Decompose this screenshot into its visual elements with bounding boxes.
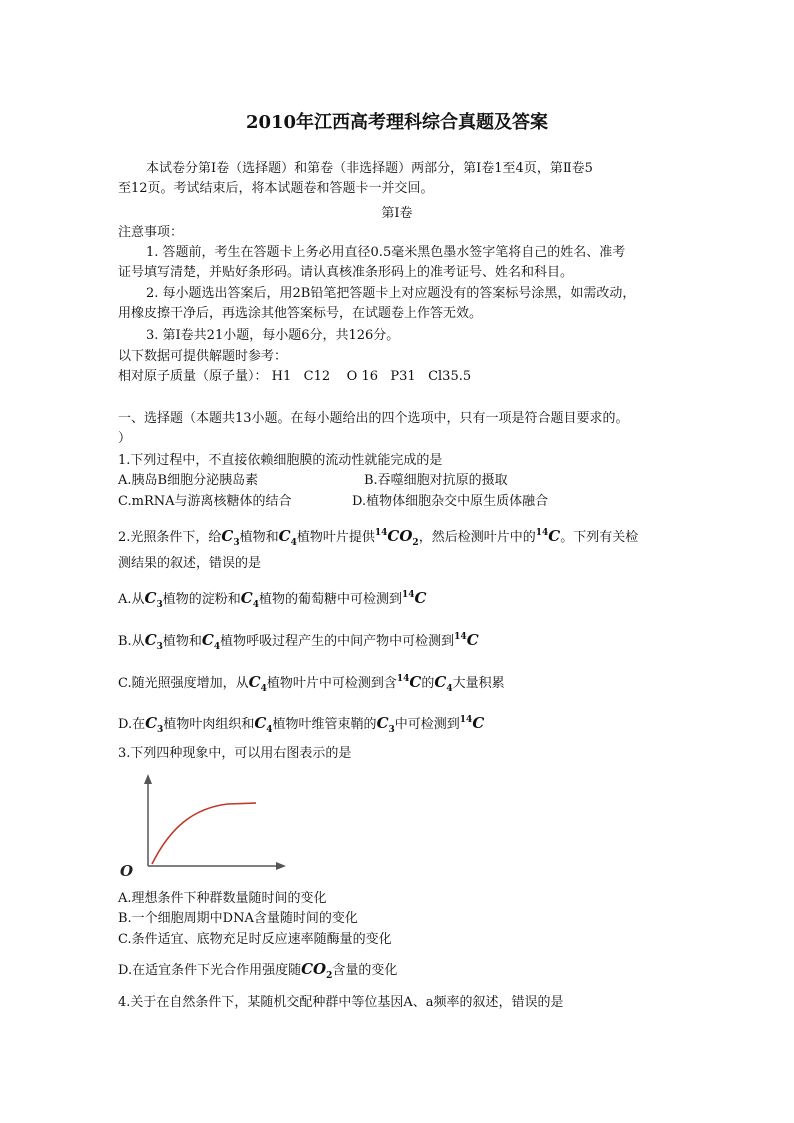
q3-option-a: A.理想条件下种群数量随时间的变化	[118, 891, 327, 906]
notice-3: 3. 第Ⅰ卷共21小题，每小题6分，共126分。	[146, 328, 400, 343]
notice-2a: 2. 每小题选出答案后，用2B铅笔把答题卡上对应题没有的答案标号涂黑，如需改动，	[146, 286, 636, 301]
x-axis-arrow	[276, 862, 286, 870]
q2-text-3: 植物叶片提供	[296, 530, 375, 545]
q2-text-5: 。下列有关检	[560, 530, 639, 545]
y-axis-arrow	[144, 774, 152, 784]
14c-formula: $^{14}$C	[396, 673, 422, 691]
c4-formula: $C_4$	[248, 673, 267, 694]
q2-option-d: D.在$C_3$植物叶肉组织和$C_4$植物叶维管束鞘的$C_3$中可检测到$^{14}$C	[118, 714, 485, 735]
c3-formula: $C_3$	[145, 714, 164, 735]
c4-formula: $C_4$	[278, 527, 297, 548]
q4-stem: 4.关于在自然条件下，某随机交配种群中等位基因A、a频率的叙述，错误的是	[118, 995, 564, 1010]
q3-stem: 3.下列四种现象中，可以用右图表示的是	[118, 746, 352, 761]
14co2-formula: $^{14}CO_2$	[374, 527, 419, 548]
q3-option-c: C.条件适宜、底物充足时反应速率随酶量的变化	[118, 932, 392, 947]
q2-text-2: 植物和	[239, 530, 279, 545]
q2-text-1: 2.光照条件下，给	[118, 530, 222, 545]
q2-option-b: B.从$C_3$植物和$C_4$植物呼吸过程产生的中间产物中可检测到$^{14}$C	[118, 631, 479, 652]
page-title: 2010年江西高考理科综合真题及答案	[245, 112, 549, 133]
c3-formula: $C_3$	[376, 714, 395, 735]
q3-graph-svg	[118, 768, 288, 884]
q2-text-4: ，然后检测叶片中的	[418, 530, 536, 545]
section-1-heading: 一、选择题（本题共13小题。在每小题给出的四个选项中，只有一项是符合题目要求的。	[118, 411, 629, 426]
notice-1a: 1. 答题前，考生在答题卡上务必用直径0.5毫米黑色墨水签字笔将自己的姓名、准考	[146, 245, 626, 260]
q3-option-b: B.一个细胞周期中DNA含量随时间的变化	[118, 911, 358, 926]
14c-formula: $^{14}$C	[535, 527, 561, 545]
14c-formula: $^{14}$C	[454, 631, 479, 649]
q1-option-c: C.mRNA与游离核糖体的结合	[118, 494, 292, 509]
saturation-curve	[152, 803, 256, 864]
origin-label: O	[120, 862, 134, 880]
q1-option-a: A.胰岛B细胞分泌胰岛素	[118, 473, 259, 488]
intro-line-2: 至12页。考试结束后，将本试题卷和答题卡一并交回。	[118, 181, 434, 196]
q2-stem-line-1	[118, 524, 638, 552]
c4-formula: $C_4$	[254, 714, 273, 735]
c4-formula: $C_4$	[201, 631, 221, 652]
q1-option-d: D.植物体细胞杂交中原生质体融合	[352, 494, 549, 509]
q3-graph	[118, 768, 288, 884]
c4-formula: $C_4$	[240, 589, 259, 610]
q1-stem: 1.下列过程中，不直接依赖细胞膜的流动性就能完成的是	[118, 453, 443, 468]
q2-stem-line-2: 测结果的叙述，错误的是	[118, 556, 262, 571]
q2-option-c: C.随光照强度增加，从$C_4$植物叶片中可检测到含$^{14}$C的$C_4$大量积累	[118, 673, 505, 694]
notice-heading: 注意事项：	[118, 225, 184, 240]
section-1-heading-end: ）	[118, 431, 132, 446]
14c-formula: $^{14}$C	[402, 589, 427, 607]
c3-formula: $C_3$	[144, 589, 163, 610]
notice-2b: 用橡皮擦干净后，再选涂其他答案标号，在试题卷上作答无效。	[118, 306, 483, 321]
q1-option-b: B.吞噬细胞对抗原的摄取	[364, 473, 508, 488]
reference-note: 以下数据可提供解题时参考：	[118, 349, 288, 364]
atomic-masses: 相对原子质量（原子量）： H1 C12 O 16 P31 Cl35.5	[118, 369, 472, 384]
c3-formula: $C_3$	[221, 527, 240, 548]
intro-line-1: 本试卷分第Ⅰ卷（选择题）和第卷（非选择题）两部分，第Ⅰ卷1至4页，第Ⅱ卷5	[146, 161, 593, 176]
q3-option-d: D.在适宜条件下光合作用强度随$CO_2$含量的变化	[118, 960, 398, 981]
c3-formula: $C_3$	[144, 631, 163, 652]
part-heading: 第Ⅰ卷	[381, 206, 413, 221]
c4-formula: $C_4$	[434, 673, 453, 694]
co2-formula: $CO_2$	[301, 960, 333, 981]
14c-formula: $^{14}$C	[459, 714, 485, 732]
q2-option-a: A.从$C_3$植物的淀粉和$C_4$植物的葡萄糖中可检测到$^{14}$C	[118, 589, 427, 610]
notice-1b: 证号填写清楚，并贴好条形码。请认真核准条形码上的准考证号、姓名和科目。	[118, 265, 574, 280]
